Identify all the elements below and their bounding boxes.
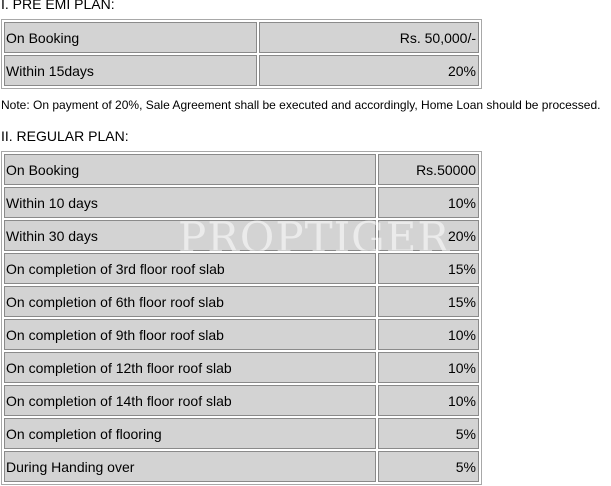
table-row (4, 418, 479, 449)
regular-plan-table (1, 151, 482, 485)
table-row (4, 154, 479, 185)
payment-stage-label: Within 30 days (4, 220, 376, 251)
pre-emi-plan-table (1, 19, 482, 89)
payment-amount: 10% (378, 385, 479, 416)
table-row (4, 451, 479, 482)
payment-amount: 5% (378, 418, 479, 449)
table-row (4, 352, 479, 383)
payment-amount: 10% (378, 352, 479, 383)
payment-stage-label: On completion of 14th floor roof slab (4, 385, 376, 416)
table-row (4, 55, 479, 86)
payment-amount: 15% (378, 286, 479, 317)
payment-stage-label: On Booking (4, 22, 257, 53)
payment-stage-label: On completion of 9th floor roof slab (4, 319, 376, 350)
payment-note: Note: On payment of 20%, Sale Agreement shall be executed and accordingly, Home Loan should be processed. (1, 98, 601, 112)
table-row (4, 187, 479, 218)
table-row (4, 253, 479, 284)
payment-stage-label: On completion of 12th floor roof slab (4, 352, 376, 383)
table-row (4, 22, 479, 53)
table-row (4, 385, 479, 416)
payment-stage-label: On Booking (4, 154, 376, 185)
proptiger-watermark: PROPTIGER (178, 213, 451, 262)
table-row (4, 220, 479, 251)
payment-amount: 20% (259, 55, 479, 86)
table-row (4, 319, 479, 350)
pre-emi-plan-heading: I. PRE EMI PLAN: (1, 0, 115, 12)
table-row (4, 286, 479, 317)
payment-stage-label: During Handing over (4, 451, 376, 482)
payment-amount: 5% (378, 451, 479, 482)
payment-amount: 15% (378, 253, 479, 284)
payment-amount: 10% (378, 187, 479, 218)
payment-amount: Rs.50000 (378, 154, 479, 185)
regular-plan-heading: II. REGULAR PLAN: (1, 128, 129, 144)
payment-stage-label: Within 10 days (4, 187, 376, 218)
payment-stage-label: On completion of 3rd floor roof slab (4, 253, 376, 284)
payment-amount: Rs. 50,000/- (259, 22, 479, 53)
payment-amount: 20% (378, 220, 479, 251)
payment-stage-label: On completion of flooring (4, 418, 376, 449)
payment-amount: 10% (378, 319, 479, 350)
payment-stage-label: Within 15days (4, 55, 257, 86)
payment-stage-label: On completion of 6th floor roof slab (4, 286, 376, 317)
